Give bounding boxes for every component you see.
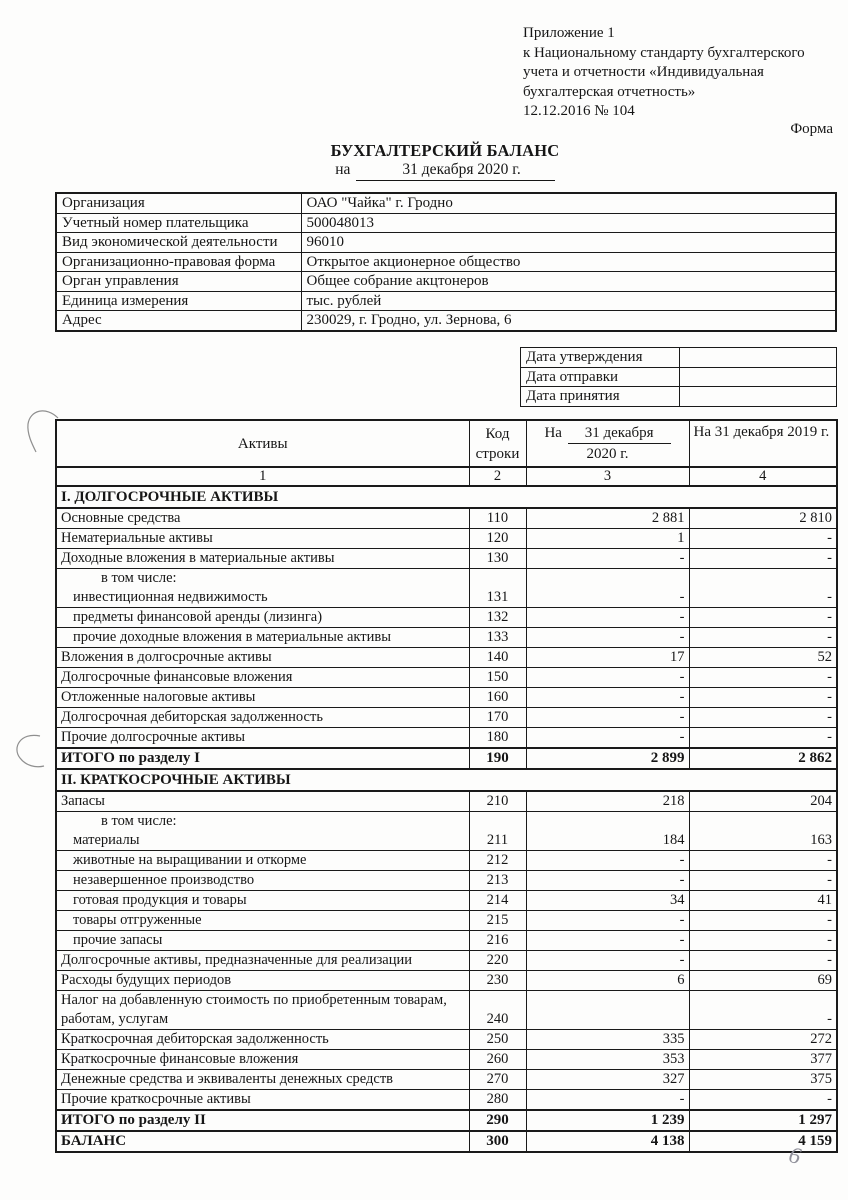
row-label: товары отгруженные xyxy=(56,911,469,931)
row-code: 131 xyxy=(469,569,526,608)
value-2020 xyxy=(526,991,689,1030)
header-code xyxy=(469,420,526,467)
row-code: 240 xyxy=(469,991,526,1030)
org-field-label: Организационно-правовая форма xyxy=(56,252,301,272)
balance-header-row xyxy=(56,420,837,467)
handwritten-mark: 6 xyxy=(786,1141,804,1170)
org-field-label: Вид экономической деятельности xyxy=(56,233,301,253)
row-code: 150 xyxy=(469,668,526,688)
balance-row xyxy=(56,931,837,951)
org-info-row xyxy=(56,252,836,272)
value-2019: - xyxy=(689,529,837,549)
column-number: 4 xyxy=(689,467,837,486)
row-label: незавершенное производство xyxy=(56,871,469,891)
row-code: 270 xyxy=(469,1070,526,1090)
value-2020: - xyxy=(526,931,689,951)
row-label: Прочие долгосрочные активы xyxy=(56,728,469,749)
row-code: 212 xyxy=(469,851,526,871)
date-field-value xyxy=(680,367,837,387)
value-2020: - xyxy=(526,911,689,931)
value-2020: 2 899 xyxy=(526,748,689,769)
balance-row xyxy=(56,529,837,549)
org-field-label: Учетный номер плательщика xyxy=(56,213,301,233)
value-2020: - xyxy=(526,668,689,688)
value-2019: 375 xyxy=(689,1070,837,1090)
date-field-label: Дата принятия xyxy=(521,387,680,407)
row-label: Основные средства xyxy=(56,508,469,529)
row-label: Прочие краткосрочные активы xyxy=(56,1090,469,1111)
value-2019: 163 xyxy=(689,812,837,851)
org-info-row xyxy=(56,213,836,233)
row-code: 300 xyxy=(469,1131,526,1152)
row-code: 213 xyxy=(469,871,526,891)
row-code: 230 xyxy=(469,971,526,991)
row-label: Краткосрочные финансовые вложения xyxy=(56,1050,469,1070)
balance-row xyxy=(56,628,837,648)
org-info-table xyxy=(55,192,837,332)
row-label: ИТОГО по разделу I xyxy=(56,748,469,769)
value-2020: 1 xyxy=(526,529,689,549)
row-label: прочие запасы xyxy=(56,931,469,951)
value-2020: - xyxy=(526,728,689,749)
appendix-line: к Национальному стандарту бухгалтерского xyxy=(523,44,805,61)
row-label: Долгосрочные активы, предназначенные для реализации xyxy=(56,951,469,971)
org-field-label: Организация xyxy=(56,193,301,213)
value-2020: - xyxy=(526,951,689,971)
value-2019: - xyxy=(689,668,837,688)
value-2019: - xyxy=(689,549,837,569)
report-date: 31 декабря 2020 г. xyxy=(356,161,554,181)
value-2019: 4 159 xyxy=(689,1131,837,1152)
value-2020: - xyxy=(526,851,689,871)
row-code: 215 xyxy=(469,911,526,931)
header-2019: На 31 декабря 2019 г. xyxy=(689,420,837,467)
section-header-row xyxy=(56,486,837,508)
balance-row xyxy=(56,688,837,708)
value-2019: - xyxy=(689,931,837,951)
balance-row xyxy=(56,1050,837,1070)
column-number: 2 xyxy=(469,467,526,486)
value-2019: - xyxy=(689,608,837,628)
appendix-line: учета и отчетности «Индивидуальная xyxy=(523,64,764,80)
org-info-body xyxy=(56,193,836,331)
balance-row xyxy=(56,668,837,688)
org-field-label: Адрес xyxy=(56,311,301,331)
row-code: 110 xyxy=(469,508,526,529)
value-2019: 1 297 xyxy=(689,1110,837,1131)
value-2020: 353 xyxy=(526,1050,689,1070)
date-field-label: Дата утверждения xyxy=(521,348,680,368)
row-code: 120 xyxy=(469,529,526,549)
row-label: Расходы будущих периодов xyxy=(56,971,469,991)
balance-table-body xyxy=(56,486,837,1152)
column-number: 1 xyxy=(56,467,469,486)
date-field-value xyxy=(680,348,837,368)
value-2020: - xyxy=(526,688,689,708)
org-field-label: Единица измерения xyxy=(56,291,301,311)
row-label: Краткосрочная дебиторская задолженность xyxy=(56,1030,469,1050)
balance-row xyxy=(56,971,837,991)
row-label: Денежные средства и эквиваленты денежных средств xyxy=(56,1070,469,1090)
org-info-row xyxy=(56,193,836,213)
org-field-value: Общее собрание акцтонеров xyxy=(301,272,836,292)
date-prefix: на xyxy=(335,161,351,178)
row-code: 160 xyxy=(469,688,526,708)
balance-row xyxy=(56,911,837,931)
value-2019: - xyxy=(689,951,837,971)
header-2020-prefix: На xyxy=(544,425,562,441)
value-2020: 17 xyxy=(526,648,689,668)
balance-row xyxy=(56,1131,837,1152)
row-code: 130 xyxy=(469,549,526,569)
value-2020: 335 xyxy=(526,1030,689,1050)
value-2020: 2 881 xyxy=(526,508,689,529)
row-code: 290 xyxy=(469,1110,526,1131)
value-2019: - xyxy=(689,569,837,608)
balance-row xyxy=(56,1090,837,1111)
value-2020: 1 239 xyxy=(526,1110,689,1131)
value-2019: 2 862 xyxy=(689,748,837,769)
value-2019: - xyxy=(689,1090,837,1111)
balance-row xyxy=(56,648,837,668)
value-2020: - xyxy=(526,608,689,628)
org-field-value: 96010 xyxy=(301,233,836,253)
value-2020: - xyxy=(526,549,689,569)
value-2020: - xyxy=(526,871,689,891)
balance-row xyxy=(56,951,837,971)
row-code: 133 xyxy=(469,628,526,648)
dates-row xyxy=(521,387,837,407)
column-number: 3 xyxy=(526,467,689,486)
value-2019: - xyxy=(689,728,837,749)
dates-row xyxy=(521,348,837,368)
row-label: ИТОГО по разделу II xyxy=(56,1110,469,1131)
row-label: Отложенные налоговые активы xyxy=(56,688,469,708)
value-2019: 69 xyxy=(689,971,837,991)
row-label: Налог на добавленную стоимость по приобретенным товарам, работам, услугам xyxy=(56,991,469,1030)
header-2020-year: 2020 г. xyxy=(586,446,629,462)
balance-row xyxy=(56,608,837,628)
balance-row xyxy=(56,791,837,812)
row-code: 132 xyxy=(469,608,526,628)
balance-row xyxy=(56,1110,837,1131)
row-label: Вложения в долгосрочные активы xyxy=(56,648,469,668)
form-label: Форма xyxy=(790,121,833,137)
org-field-value: 230029, г. Гродно, ул. Зернова, 6 xyxy=(301,311,836,331)
row-label: предметы финансовой аренды (лизинга) xyxy=(56,608,469,628)
balance-row xyxy=(56,871,837,891)
date-field-value xyxy=(680,387,837,407)
org-info-row xyxy=(56,311,836,331)
report-date-line xyxy=(55,161,835,181)
dates-table xyxy=(520,347,837,407)
row-code: 214 xyxy=(469,891,526,911)
balance-row xyxy=(56,549,837,569)
value-2019: - xyxy=(689,688,837,708)
header-assets: Активы xyxy=(56,420,469,467)
appendix-line: бухгалтерская отчетность» xyxy=(523,83,696,100)
org-field-value: тыс. рублей xyxy=(301,291,836,311)
value-2020: - xyxy=(526,1090,689,1111)
row-label: животные на выращивании и откорме xyxy=(56,851,469,871)
row-code: 140 xyxy=(469,648,526,668)
header-2020 xyxy=(526,420,689,467)
document-title: БУХГАЛТЕРСКИЙ БАЛАНС xyxy=(330,141,560,160)
header-code-line1: Код xyxy=(485,425,510,442)
value-2019: 377 xyxy=(689,1050,837,1070)
balance-row xyxy=(56,1030,837,1050)
appendix-line: Приложение 1 xyxy=(523,25,615,41)
row-label: Запасы xyxy=(56,791,469,812)
balance-row xyxy=(56,891,837,911)
scan-mark xyxy=(10,730,46,776)
balance-row xyxy=(56,508,837,529)
org-field-label: Орган управления xyxy=(56,272,301,292)
value-2019: 52 xyxy=(689,648,837,668)
value-2019: - xyxy=(689,708,837,728)
row-label: прочие доходные вложения в материальные активы xyxy=(56,628,469,648)
value-2020: 34 xyxy=(526,891,689,911)
section-title: II. КРАТКОСРОЧНЫЕ АКТИВЫ xyxy=(56,769,837,791)
row-code: 190 xyxy=(469,748,526,769)
row-code: 260 xyxy=(469,1050,526,1070)
value-2020: 327 xyxy=(526,1070,689,1090)
row-label: Доходные вложения в материальные активы xyxy=(56,549,469,569)
balance-row xyxy=(56,728,837,749)
value-2019: 41 xyxy=(689,891,837,911)
org-field-value: 500048013 xyxy=(301,213,836,233)
date-field-label: Дата отправки xyxy=(521,367,680,387)
value-2019: - xyxy=(689,628,837,648)
row-code: 180 xyxy=(469,728,526,749)
value-2019: - xyxy=(689,851,837,871)
org-info-row xyxy=(56,233,836,253)
balance-row xyxy=(56,708,837,728)
dates-table-body xyxy=(521,348,837,407)
org-field-value: Открытое акционерное общество xyxy=(301,252,836,272)
row-code: 280 xyxy=(469,1090,526,1111)
balance-row xyxy=(56,812,837,851)
value-2019: 2 810 xyxy=(689,508,837,529)
section-header-row xyxy=(56,769,837,791)
header-2020-date: 31 декабря xyxy=(568,423,671,444)
row-code: 210 xyxy=(469,791,526,812)
balance-row xyxy=(56,851,837,871)
row-label: Долгосрочные финансовые вложения xyxy=(56,668,469,688)
row-label: Долгосрочная дебиторская задолженность xyxy=(56,708,469,728)
header-code-line2: строки xyxy=(475,445,520,462)
row-code: 211 xyxy=(469,812,526,851)
org-field-value: ОАО "Чайка" г. Гродно xyxy=(301,193,836,213)
value-2020: - xyxy=(526,628,689,648)
value-2019: - xyxy=(689,991,837,1030)
row-label: в том числе: инвестиционная недвижимость xyxy=(56,569,469,608)
value-2020: 6 xyxy=(526,971,689,991)
column-numbers-row xyxy=(56,467,837,486)
row-label: Нематериальные активы xyxy=(56,529,469,549)
value-2020: 218 xyxy=(526,791,689,812)
org-info-row xyxy=(56,272,836,292)
dates-row xyxy=(521,367,837,387)
value-2020: 4 138 xyxy=(526,1131,689,1152)
balance-table xyxy=(55,419,838,1153)
balance-table-head xyxy=(56,420,837,486)
row-label: в том числе: материалы xyxy=(56,812,469,851)
row-code: 220 xyxy=(469,951,526,971)
value-2019: - xyxy=(689,911,837,931)
row-label: готовая продукция и товары xyxy=(56,891,469,911)
balance-row xyxy=(56,569,837,608)
balance-row xyxy=(56,991,837,1030)
row-code: 216 xyxy=(469,931,526,951)
value-2020: - xyxy=(526,569,689,608)
value-2019: 204 xyxy=(689,791,837,812)
value-2020: 184 xyxy=(526,812,689,851)
row-code: 250 xyxy=(469,1030,526,1050)
balance-row xyxy=(56,1070,837,1090)
value-2019: 272 xyxy=(689,1030,837,1050)
value-2020: - xyxy=(526,708,689,728)
value-2019: - xyxy=(689,871,837,891)
section-title: I. ДОЛГОСРОЧНЫЕ АКТИВЫ xyxy=(56,486,837,508)
appendix-line: 12.12.2016 № 104 xyxy=(523,103,635,119)
balance-row xyxy=(56,748,837,769)
appendix-note xyxy=(523,24,835,122)
row-label: БАЛАНС xyxy=(56,1131,469,1152)
org-info-row xyxy=(56,291,836,311)
row-code: 170 xyxy=(469,708,526,728)
